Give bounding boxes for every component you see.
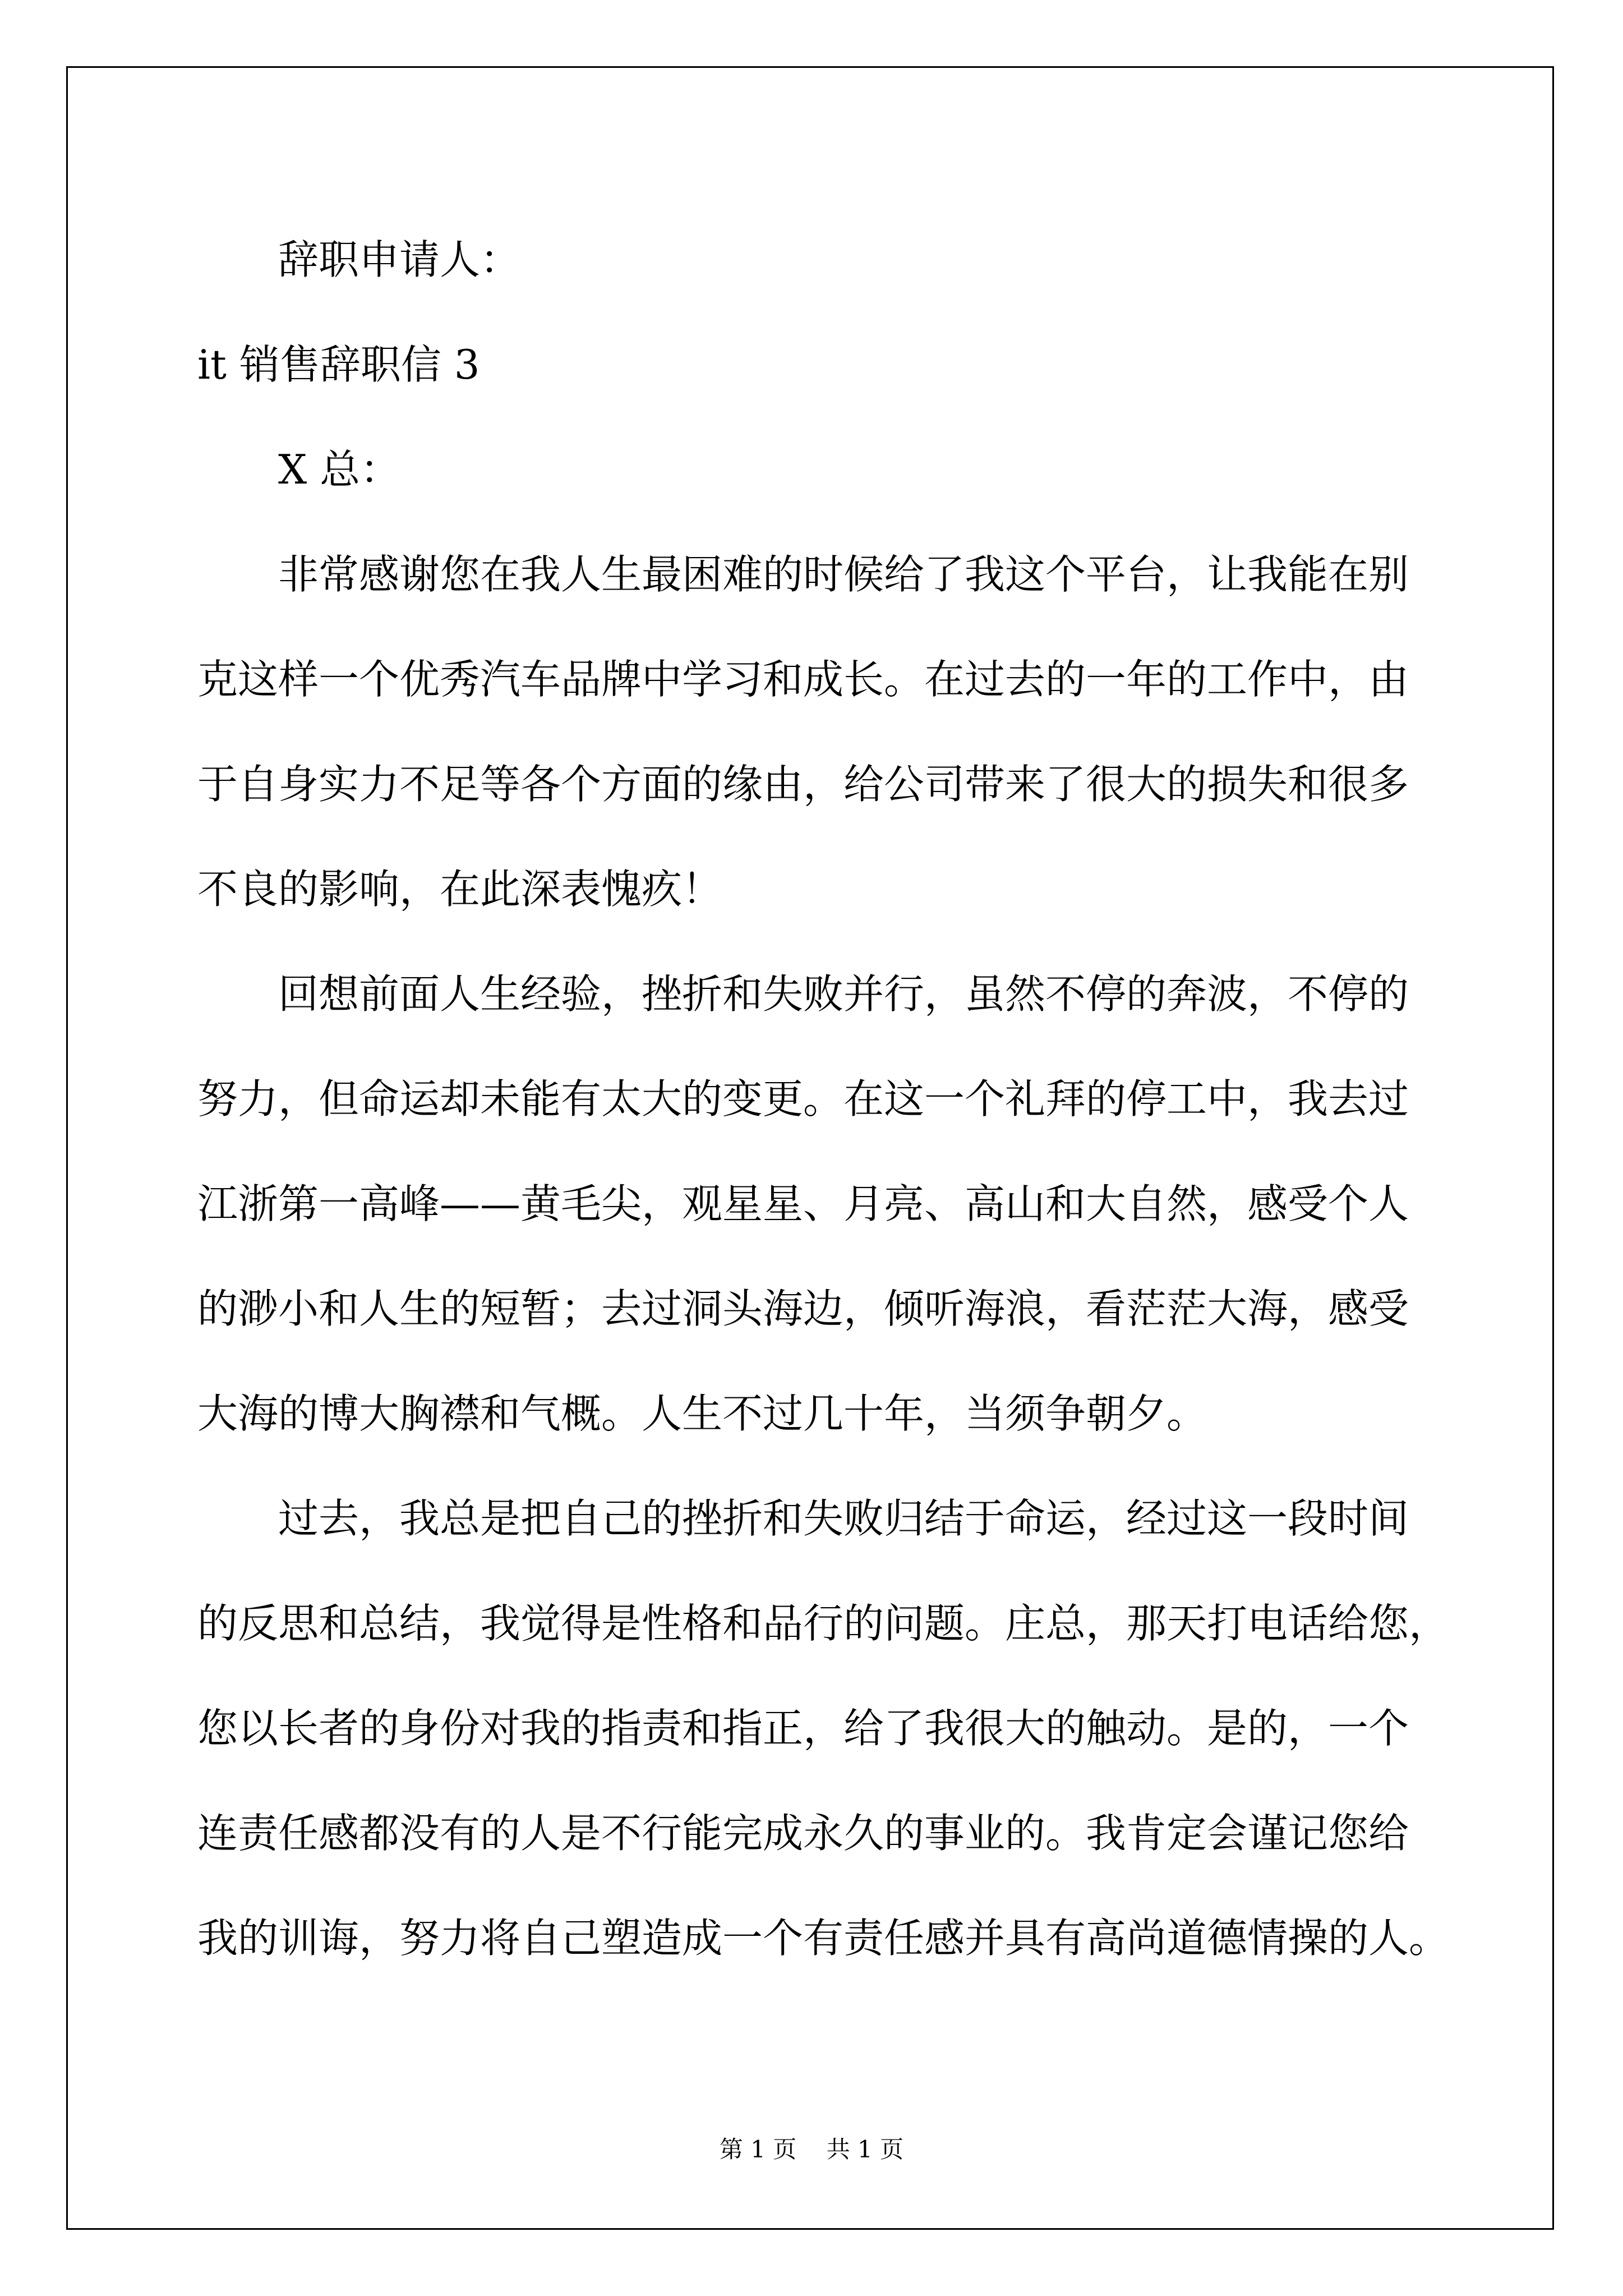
paragraph-2-line-3: 江浙第一高峰——黄毛尖，观星星、月亮、高山和大自然，感受个人 [197,1180,1409,1227]
paragraph-3-line-4: 连责任感都没有的人是不行能完成永久的事业的。我肯定会谨记您给 [197,1810,1409,1857]
paragraph-1-line-3: 于自身实力不足等各个方面的缘由，给公司带来了很大的损失和很多 [197,761,1409,808]
salutation: X 总： [278,446,401,493]
page-number: 第 1 页 共 1 页 [719,2136,904,2163]
paragraph-2-line-4: 的渺小和人生的短暂；去过洞头海边，倾听海浪，看茫茫大海，感受 [197,1285,1409,1332]
paragraph-1-line-4: 不良的影响，在此深表愧疚！ [197,866,723,913]
paragraph-2-line-1: 回想前面人生经验，挫折和失败并行，虽然不停的奔波，不停的 [278,970,1409,1018]
signature-label: 辞职申请人： [278,236,521,283]
paragraph-3-line-1: 过去，我总是把自己的挫折和失败归结于命运，经过这一段时间 [278,1495,1409,1542]
paragraph-2-line-5: 大海的博大胸襟和气概。人生不过几十年，当须争朝夕。 [197,1390,1207,1437]
paragraph-3-line-3: 您以长者的身份对我的指责和指正，给了我很大的触动。是的，一个 [197,1705,1409,1752]
paragraph-1-line-1: 非常感谢您在我人生最困难的时候给了我这个平台，让我能在别 [278,551,1409,598]
paragraph-3-line-2: 的反思和总结，我觉得是性格和品行的问题。庄总，那天打电话给您， [197,1600,1450,1647]
paragraph-1-line-2: 克这样一个优秀汽车品牌中学习和成长。在过去的一年的工作中，由 [197,656,1409,703]
paragraph-2-line-2: 努力，但命运却未能有太大的变更。在这一个礼拜的停工中，我去过 [197,1075,1409,1122]
document-body [197,208,1450,1991]
paragraph-3-line-5: 我的训诲，努力将自己塑造成一个有责任感并具有高尚道德情操的人。 [197,1915,1450,1962]
section-title: it 销售辞职信 3 [197,341,480,388]
